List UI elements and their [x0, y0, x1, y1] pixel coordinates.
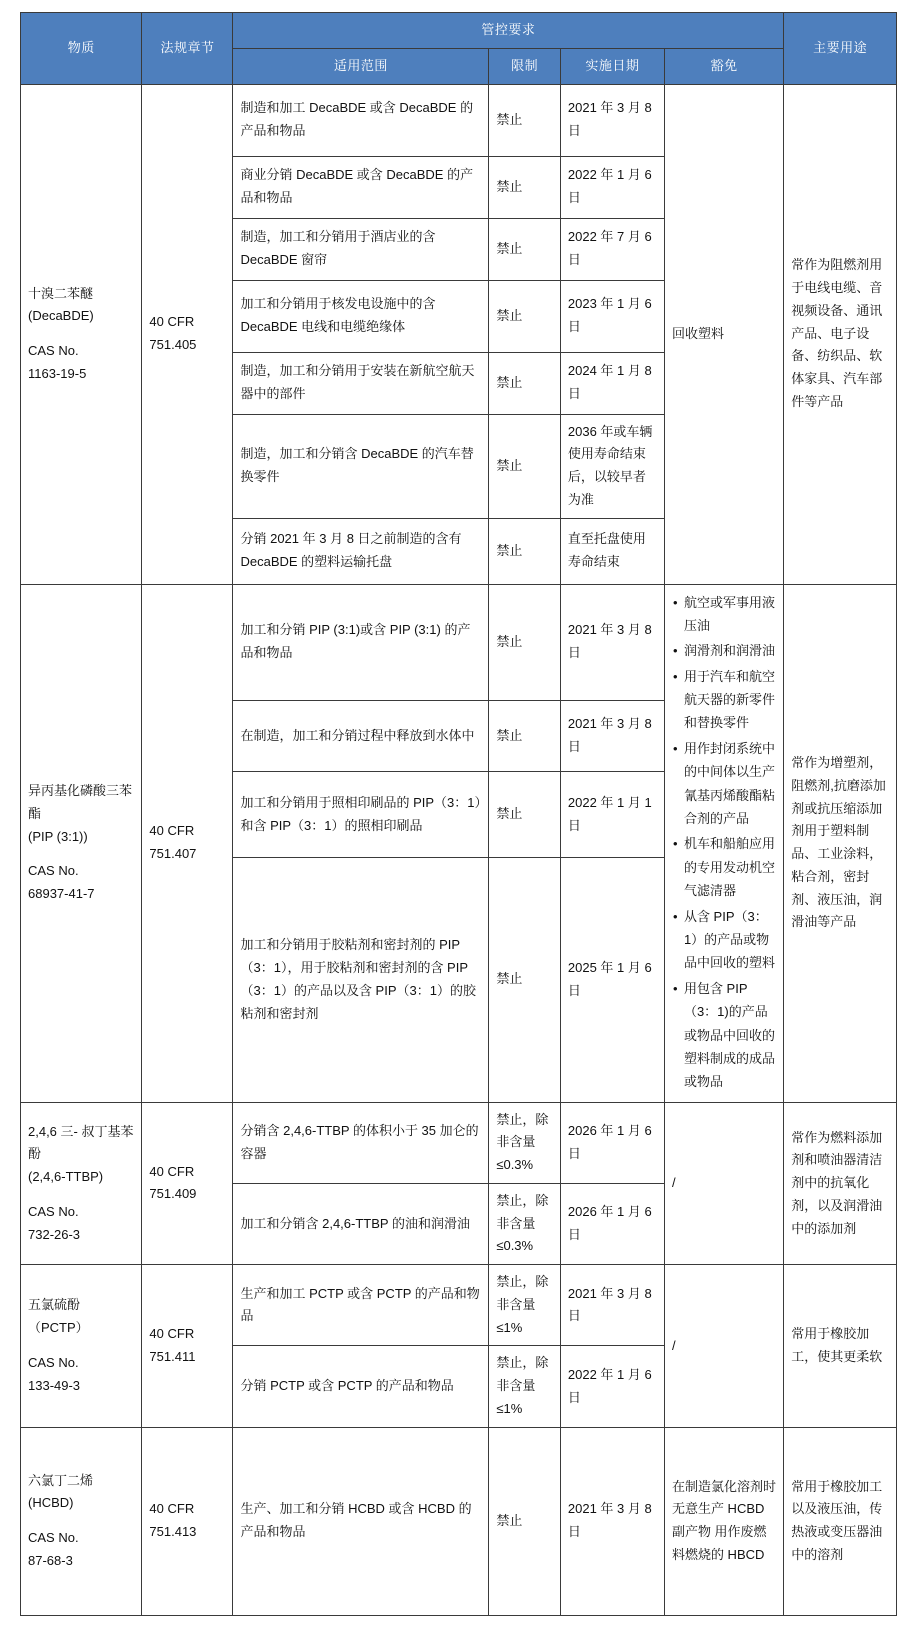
scope-cell: 制造，加工和分销含 DecaBDE 的汽车替换零件 [233, 414, 489, 518]
regulation-section-cell: 40 CFR 751.407 [142, 584, 233, 1102]
effective-date-cell: 直至托盘使用寿命结束 [560, 518, 664, 584]
restriction-cell: 禁止 [489, 1427, 561, 1615]
table-body [21, 84, 897, 1615]
header-scope: 适用范围 [233, 48, 489, 84]
effective-date-cell: 2022 年 1 月 6 日 [560, 1346, 664, 1427]
scope-cell: 生产、加工和分销 HCBD 或含 HCBD 的产品和物品 [233, 1427, 489, 1615]
restriction-cell: 禁止 [489, 156, 561, 218]
substance-name-en: (DecaBDE) [28, 308, 94, 324]
regulation-section-cell: 40 CFR 751.405 [142, 84, 233, 584]
header-exemption: 豁免 [664, 48, 783, 84]
effective-date-cell: 2036 年或车辆使用寿命结束后，以较早者为准 [560, 414, 664, 518]
exemption-list-item: • 从含 PIP（3：1）的产品或物品中回收的塑料 [672, 905, 776, 975]
restriction-cell: 禁止，除非含量 ≤1% [489, 1265, 561, 1346]
main-use-cell: 常作为增塑剂，阻燃剂,抗磨添加剂或抗压缩添加剂用于塑料制品、工业涂料，粘合剂，密封剂、液压油，润滑油等产品 [784, 584, 897, 1102]
substance-name-en: (HCBD) [28, 1495, 74, 1511]
header-substance: 物质 [21, 13, 142, 85]
spacer [28, 848, 134, 860]
substance-cell [21, 584, 142, 1102]
header-main-use: 主要用途 [784, 13, 897, 85]
substance-cell [21, 1427, 142, 1615]
restriction-cell: 禁止，除非含量≤0.3% [489, 1183, 561, 1264]
header-regulation: 法规章节 [142, 13, 233, 85]
exemption-list-item: • 航空或军事用液压油 [672, 591, 776, 638]
restriction-cell: 禁止 [489, 857, 561, 1102]
restriction-cell: 禁止 [489, 84, 561, 156]
spacer [28, 1189, 134, 1201]
scope-cell: 分销 PCTP 或含 PCTP 的产品和物品 [233, 1346, 489, 1427]
scope-cell: 加工和分销用于胶粘剂和密封剂的 PIP（3：1），用于胶粘剂和密封剂的含 PIP（3：1）的产品以及含 PIP（3：1）的胶粘剂和密封剂 [233, 857, 489, 1102]
scope-cell: 制造，加工和分销用于安装在新航空航天器中的部件 [233, 352, 489, 414]
header-effective-date: 实施日期 [560, 48, 664, 84]
table-row [21, 1265, 897, 1346]
exemption-cell: 回收塑料 [664, 84, 783, 584]
restriction-cell: 禁止 [489, 700, 561, 772]
effective-date-cell: 2022 年 1 月 6 日 [560, 156, 664, 218]
substance-cell [21, 1265, 142, 1428]
restriction-cell: 禁止 [489, 518, 561, 584]
tsca-restricted-substances-table [20, 12, 897, 1616]
substance-name-cn: 2,4,6 三- 叔丁基苯酚 [28, 1123, 134, 1162]
restriction-cell: 禁止 [489, 218, 561, 280]
effective-date-cell: 2021 年 3 月 8 日 [560, 700, 664, 772]
restriction-cell: 禁止 [489, 584, 561, 700]
substance-cell [21, 84, 142, 584]
scope-cell: 加工和分销用于照相印刷品的 PIP（3：1）和含 PIP（3：1）的照相印刷品 [233, 772, 489, 858]
cas-number: 1163-19-5 [28, 365, 87, 381]
substance-name-cn: 十溴二苯醚 [28, 285, 94, 301]
scope-cell: 生产和加工 PCTP 或含 PCTP 的产品和物品 [233, 1265, 489, 1346]
spacer [28, 1515, 134, 1527]
table-row [21, 584, 897, 700]
cas-number: 68937-41-7 [28, 886, 95, 902]
effective-date-cell: 2024 年 1 月 8 日 [560, 352, 664, 414]
header-row-top [21, 13, 897, 49]
effective-date-cell: 2025 年 1 月 6 日 [560, 857, 664, 1102]
spacer [28, 328, 134, 340]
cas-label: CAS No. [28, 343, 79, 358]
effective-date-cell: 2026 年 1 月 6 日 [560, 1183, 664, 1264]
spacer [28, 1340, 134, 1352]
cas-label: CAS No. [28, 1203, 79, 1219]
effective-date-cell: 2026 年 1 月 6 日 [560, 1102, 664, 1183]
scope-cell: 加工和分销含 2,4,6-TTBP 的油和润滑油 [233, 1183, 489, 1264]
substance-name-en: (PIP (3:1)) [28, 828, 88, 844]
regulation-section-cell: 40 CFR 751.413 [142, 1427, 233, 1615]
scope-cell: 制造，加工和分销用于酒店业的含 DecaBDE 窗帘 [233, 218, 489, 280]
exemption-cell: 在制造氯化溶剂时无意生产 HCBD 副产物 用作废燃料燃烧的 HBCD [664, 1427, 783, 1615]
table-row [21, 1427, 897, 1615]
cas-label: CAS No. [28, 1530, 79, 1546]
effective-date-cell: 2021 年 3 月 8 日 [560, 84, 664, 156]
header-restriction: 限制 [489, 48, 561, 84]
scope-cell: 分销 2021 年 3 月 8 日之前制造的含有 DecaBDE 的塑料运输托盘 [233, 518, 489, 584]
scope-cell: 加工和分销用于核发电设施中的含 DecaBDE 电线和电缆绝缘体 [233, 280, 489, 352]
main-use-cell: 常作为燃料添加剂和喷油器清洁剂中的抗氧化剂，以及润滑油中的添加剂 [784, 1102, 897, 1265]
scope-cell: 加工和分销 PIP (3:1)或含 PIP (3:1) 的产品和物品 [233, 584, 489, 700]
substance-name-cn: 异丙基化磷酸三苯酯 [28, 783, 133, 821]
cas-number: 87-68-3 [28, 1552, 73, 1568]
cas-number: 732-26-3 [28, 1226, 81, 1242]
regulation-section-cell: 40 CFR 751.411 [142, 1265, 233, 1428]
restriction-cell: 禁止，除非含量≤1% [489, 1346, 561, 1427]
scope-cell: 分销含 2,4,6-TTBP 的体积小于 35 加仑的容器 [233, 1102, 489, 1183]
scope-cell: 商业分销 DecaBDE 或含 DecaBDE 的产品和物品 [233, 156, 489, 218]
scope-cell: 制造和加工 DecaBDE 或含 DecaBDE 的产品和物品 [233, 84, 489, 156]
exemption-cell [664, 584, 783, 1102]
main-use-cell: 常作为阻燃剂用于电线电缆、音视频设备、通讯产品、电子设备、纺织品、软体家具、汽车部件等产品 [784, 84, 897, 584]
substance-name-cn: 五氯硫酚 [28, 1297, 81, 1313]
effective-date-cell: 2023 年 1 月 6 日 [560, 280, 664, 352]
exemption-cell: / [664, 1265, 783, 1428]
exemption-list-item: • 用作封闭系统中的中间体以生产氰基丙烯酸酯粘合剂的产品 [672, 737, 776, 831]
table-header [21, 13, 897, 85]
substance-name-en: (2,4,6-TTBP) [28, 1169, 104, 1185]
main-use-cell: 常用于橡胶加工以及液压油，传热液或变压器油中的溶剂 [784, 1427, 897, 1615]
exemption-list-item: • 用于汽车和航空航天器的新零件和替换零件 [672, 665, 776, 735]
exemption-list-item: • 用包含 PIP（3：1)的产品或物品中回收的塑料制成的成品或物品 [672, 977, 776, 1094]
table-row [21, 84, 897, 156]
exemption-list-item: • 润滑剂和润滑油 [672, 639, 776, 662]
restriction-cell: 禁止 [489, 414, 561, 518]
main-use-cell: 常用于橡胶加工，使其更柔软 [784, 1265, 897, 1428]
scope-cell: 在制造，加工和分销过程中释放到水体中 [233, 700, 489, 772]
restriction-cell: 禁止，除非含量≤0.3% [489, 1102, 561, 1183]
table-row [21, 1102, 897, 1183]
cas-label: CAS No. [28, 863, 79, 879]
regulation-section-cell: 40 CFR 751.409 [142, 1102, 233, 1265]
restriction-cell: 禁止 [489, 772, 561, 858]
effective-date-cell: 2022 年 7 月 6 日 [560, 218, 664, 280]
effective-date-cell: 2021 年 3 月 8 日 [560, 1265, 664, 1346]
effective-date-cell: 2022 年 1 月 1 日 [560, 772, 664, 858]
exemption-list [672, 591, 776, 1094]
cas-label: CAS No. [28, 1354, 79, 1370]
effective-date-cell: 2021 年 3 月 8 日 [560, 1427, 664, 1615]
restriction-cell: 禁止 [489, 352, 561, 414]
exemption-list-item: • 机车和船舶应用的专用发动机空气滤清器 [672, 832, 776, 902]
effective-date-cell: 2021 年 3 月 8 日 [560, 584, 664, 700]
substance-name-cn: 六氯丁二烯 [28, 1472, 94, 1488]
cas-number: 133-49-3 [28, 1377, 81, 1393]
header-control-requirements: 管控要求 [233, 13, 784, 49]
exemption-cell: / [664, 1102, 783, 1265]
substance-cell [21, 1102, 142, 1265]
substance-name-en: （PCTP） [28, 1320, 89, 1336]
restriction-cell: 禁止 [489, 280, 561, 352]
